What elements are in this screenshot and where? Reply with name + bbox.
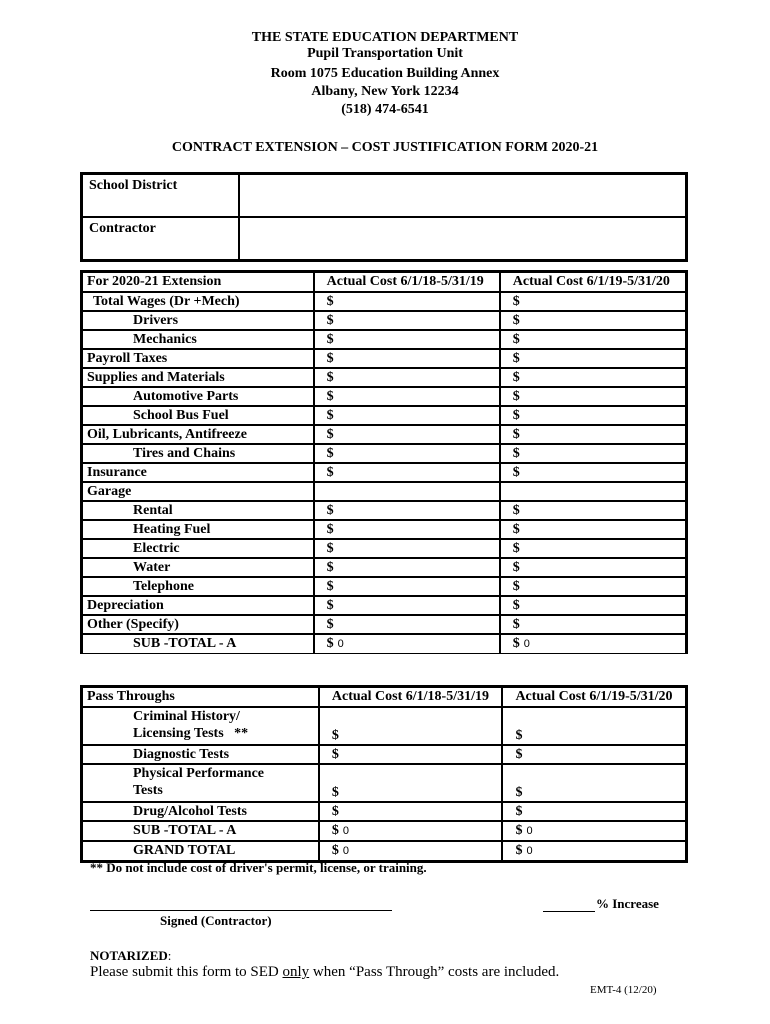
cost-cell-1920[interactable]: $ [500,387,686,406]
signature-line[interactable] [90,910,392,911]
phone-number: (518) 474-6541 [341,102,429,117]
pass-col-header-1920: Actual Cost 6/1/19-5/31/20 [502,687,686,707]
table-row [82,425,686,444]
table-row [82,330,686,349]
subtotal-cell-1819[interactable] [314,634,500,654]
row-label: Drug/Alcohol Tests [82,802,319,821]
cost-cell-1920[interactable]: $ [500,596,686,615]
cost-cell-1819[interactable]: $ [314,387,500,406]
currency-sign: $ [326,636,334,651]
pass-subtotal-cell-1819[interactable] [319,821,503,841]
percent-increase-line[interactable] [543,911,595,912]
cost-cell-1819[interactable]: $ [314,615,500,634]
cost-cell-1819[interactable]: $ [314,406,500,425]
row-label-line1: Physical Performance [133,766,265,781]
dept-title: THE STATE EDUCATION DEPARTMENT [251,30,519,45]
cost-col-header-1819: Actual Cost 6/1/18-5/31/19 [314,272,500,292]
cost-cell-1819[interactable]: $ [314,292,500,311]
cost-cell-1819[interactable]: $ [314,596,500,615]
subtotal-value: 0 [337,638,344,650]
percent-increase-label: % Increase [596,896,659,911]
cost-table [80,270,688,654]
table-row [82,444,686,463]
currency-sign: $ [331,823,339,838]
grand-total-value: 0 [526,845,533,857]
grand-total-cell-1920[interactable] [502,841,686,861]
row-label [82,764,319,802]
table-row [82,558,686,577]
cost-cell-1920[interactable] [500,482,686,501]
submit-only: only [282,964,310,980]
cost-cell-1920[interactable]: $ [500,349,686,368]
cost-cell-1819[interactable]: $ [314,463,500,482]
cost-cell-1920[interactable]: $ [500,368,686,387]
cost-cell-1819[interactable]: $ [314,520,500,539]
info-table [80,172,688,262]
form-title: CONTRACT EXTENSION – COST JUSTIFICATION FORM 2020-21 [171,140,599,155]
pass-cell-1819[interactable]: $ [319,745,503,764]
table-row [82,368,686,387]
table-row [82,311,686,330]
table-row [82,615,686,634]
pass-col-header: Pass Throughs [82,687,319,707]
row-label: Electric [82,539,314,558]
subtotal-value: 0 [526,825,533,837]
cost-cell-1819[interactable]: $ [314,368,500,387]
signature-label: Signed (Contractor) [160,913,272,928]
table-row [82,349,686,368]
row-label: Depreciation [82,596,314,615]
cost-cell-1920[interactable]: $ [500,406,686,425]
table-row [82,292,686,311]
cost-cell-1819[interactable]: $ [314,349,500,368]
pass-cell-1819[interactable]: $ [319,764,503,802]
pass-cell-1920[interactable]: $ [502,745,686,764]
currency-sign: $ [515,823,523,838]
cost-cell-1920[interactable]: $ [500,311,686,330]
table-row [82,387,686,406]
table-row [82,764,686,802]
footnote: ** Do not include cost of driver's permit, license, or training. [90,860,427,875]
row-label [82,707,319,745]
row-label: Telephone [82,577,314,596]
cost-cell-1920[interactable]: $ [500,615,686,634]
notarized-text: NOTARIZED [90,948,168,963]
pass-cell-1819[interactable]: $ [319,802,503,821]
cost-cell-1920[interactable]: $ [500,520,686,539]
pass-subtotal-cell-1920[interactable] [502,821,686,841]
cost-cell-1819[interactable]: $ [314,330,500,349]
cost-col-header-1920: Actual Cost 6/1/19-5/31/20 [500,272,686,292]
row-label-line2: Tests [133,783,163,798]
table-row [82,482,686,501]
table-row [82,821,686,841]
row-label: School Bus Fuel [82,406,314,425]
pass-through-table [80,685,688,863]
cost-col-header-extension: For 2020-21 Extension [82,272,314,292]
table-row [82,520,686,539]
city-address: Albany, New York 12234 [311,84,459,99]
cost-cell-1819[interactable]: $ [314,577,500,596]
form-code: EMT-4 (12/20) [590,984,657,996]
table-row [82,463,686,482]
pass-cell-1819[interactable]: $ [319,707,503,745]
table-row [82,539,686,558]
contractor-label: Contractor [82,217,239,260]
cost-cell-1920[interactable]: $ [500,292,686,311]
cost-cell-1920[interactable]: $ [500,501,686,520]
grand-total-cell-1819[interactable] [319,841,503,861]
currency-sign: $ [515,843,523,858]
grand-total-value: 0 [342,845,350,857]
room-address: Room 1075 Education Building Annex [270,66,500,81]
pass-cell-1920[interactable]: $ [502,802,686,821]
row-label: Insurance [82,463,314,482]
contractor-field[interactable] [239,217,686,260]
cost-cell-1819[interactable]: $ [314,501,500,520]
currency-sign: $ [331,843,339,858]
cost-cell-1819[interactable]: $ [314,311,500,330]
cost-cell-1819[interactable] [314,482,500,501]
row-label: GRAND TOTAL [82,841,319,861]
row-label: Heating Fuel [82,520,314,539]
unit-name: Pupil Transportation Unit [307,46,463,61]
table-row [82,596,686,615]
submit-text-before: Please submit this form to SED [90,964,283,980]
cost-cell-1819[interactable]: $ [314,425,500,444]
row-label: Oil, Lubricants, Antifreeze [82,425,314,444]
row-label: SUB -TOTAL - A [82,634,314,654]
cost-cell-1920[interactable]: $ [500,425,686,444]
row-label: Diagnostic Tests [82,745,319,764]
cost-cell-1920[interactable]: $ [500,463,686,482]
row-label: Total Wages (Dr +Mech) [82,292,314,311]
cost-cell-1920[interactable]: $ [500,330,686,349]
school-district-label: School District [82,174,239,217]
table-row [82,501,686,520]
cost-cell-1819[interactable]: $ [314,558,500,577]
school-district-field[interactable] [239,174,686,217]
subtotal-value: 0 [342,825,350,837]
row-label: SUB -TOTAL - A [82,821,319,841]
table-row [82,577,686,596]
row-label: Mechanics [82,330,314,349]
table-row [82,802,686,821]
row-label: Rental [82,501,314,520]
cost-cell-1819[interactable]: $ [314,539,500,558]
row-label: Other (Specify) [82,615,314,634]
table-row [82,745,686,764]
cost-cell-1819[interactable]: $ [314,444,500,463]
table-row [82,634,686,654]
submit-instruction [90,964,559,981]
notarized-label [90,948,171,964]
row-label: Tires and Chains [82,444,314,463]
row-label: Supplies and Materials [82,368,314,387]
cost-cell-1920[interactable]: $ [500,558,686,577]
row-label-line2: Licensing Tests ** [133,726,249,741]
row-label: Water [82,558,314,577]
row-label: Garage [82,482,314,501]
table-row [82,406,686,425]
submit-text-after: when “Pass Through” costs are included. [309,964,560,980]
row-label: Payroll Taxes [82,349,314,368]
cost-cell-1920[interactable]: $ [500,444,686,463]
table-row [82,841,686,861]
subtotal-value: 0 [523,638,530,650]
pass-cell-1920[interactable]: $ [502,764,686,802]
pass-cell-1920[interactable]: $ [502,707,686,745]
cost-cell-1920[interactable]: $ [500,577,686,596]
pass-col-header-1819: Actual Cost 6/1/18-5/31/19 [319,687,503,707]
notarized-colon: : [167,948,172,963]
cost-cell-1920[interactable]: $ [500,539,686,558]
row-label: Drivers [82,311,314,330]
table-row [82,707,686,745]
row-label-line1: Criminal History/ [133,709,240,724]
currency-sign: $ [512,636,520,651]
row-label: Automotive Parts [82,387,314,406]
subtotal-cell-1920[interactable] [500,634,686,654]
